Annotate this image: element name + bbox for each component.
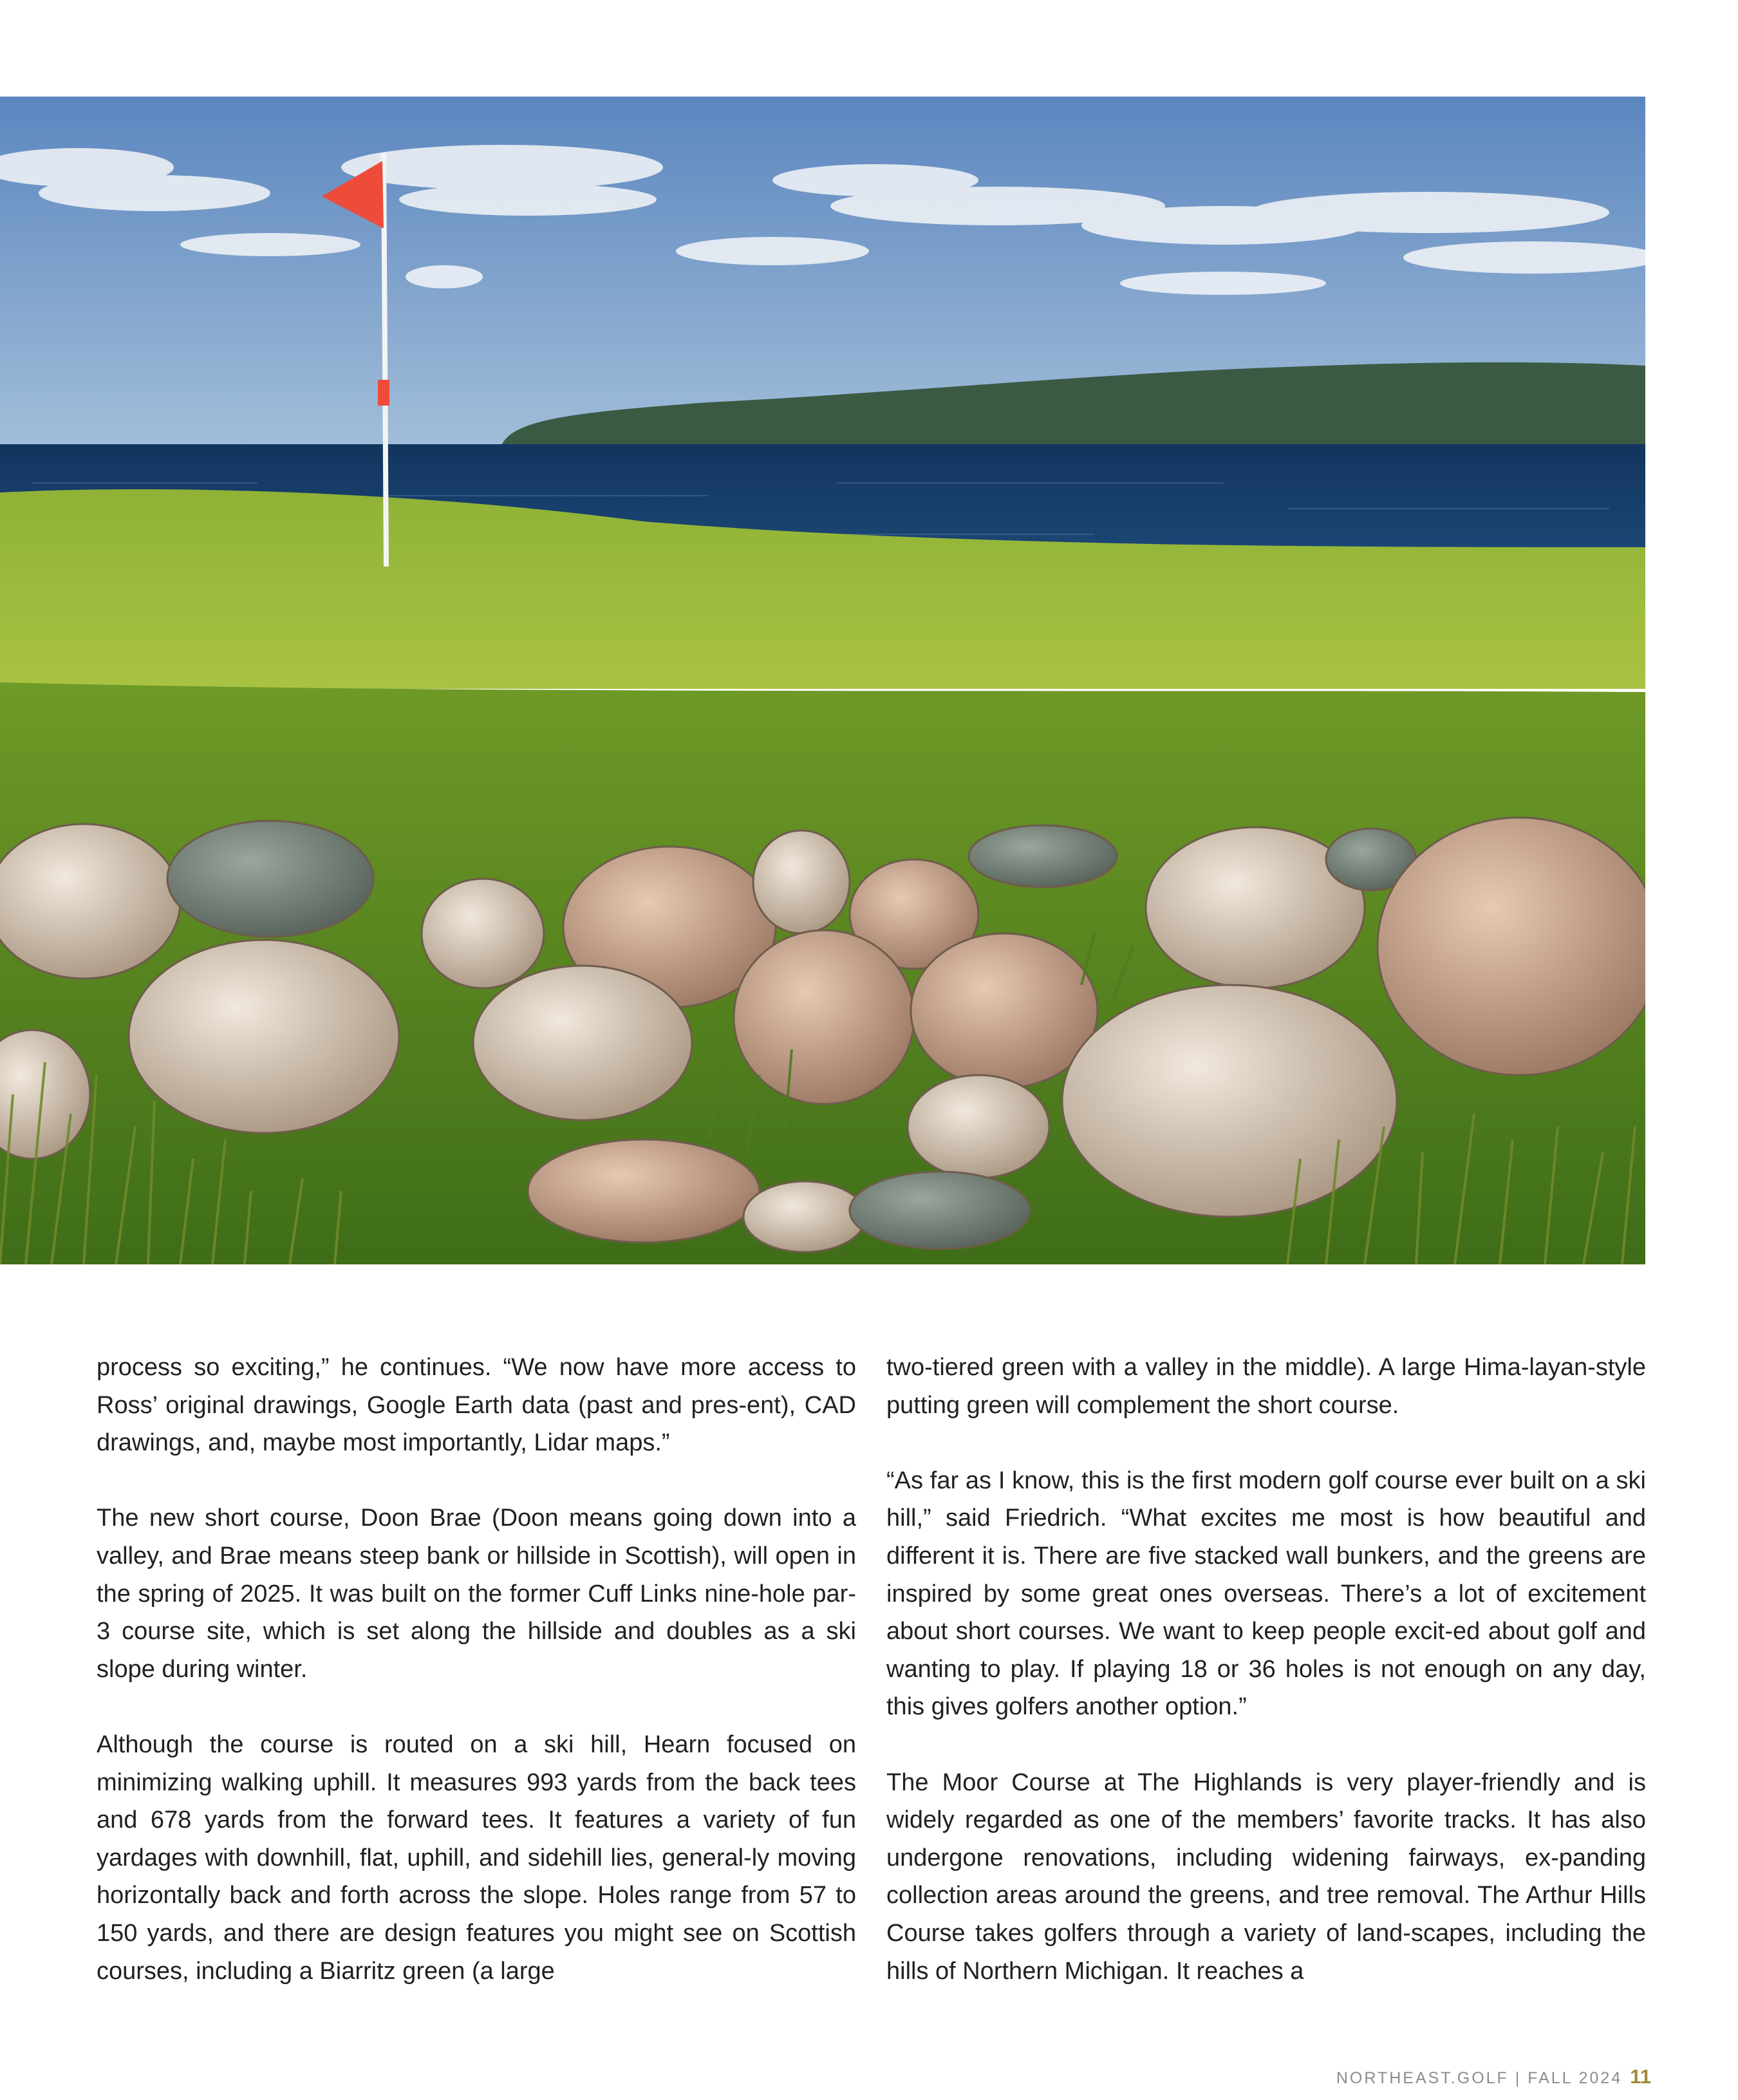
article-column-left xyxy=(97,1349,856,2028)
page-number: 11 xyxy=(1630,2065,1651,2088)
article-column-right xyxy=(886,1349,1646,2028)
paragraph: two-tiered green with a valley in the middle). A large Hima-layan-style putting green will complement the short course. xyxy=(886,1354,1646,1419)
page-footer xyxy=(1336,2065,1651,2088)
paragraph: The Moor Course at The Highlands is very player-friendly and is widely regarded as one of the members’ favorite tracks. It has also undergone renovations, including widening fairways, ex-panding collection areas around the greens, and tree removal. The Arthur Hills Course takes golfers through a variety of land-scapes, including the hills of Northern Michigan. It reaches a xyxy=(886,1768,1646,1985)
paragraph: “As far as I know, this is the first modern golf course ever built on a ski hill,” said Friedrich. “What excites me most is how beautiful and different it is. There are five stacked wall bunkers, and the greens are inspired by some great ones overseas. There’s a lot of excitement about short courses. We want to keep people excit-ed about golf and wanting to play. If playing 18 or 36 holes is not enough on any day, this gives golfers another option.” xyxy=(886,1467,1646,1721)
publication-name: NORTHEAST.GOLF | FALL 2024 xyxy=(1336,2069,1623,2087)
paragraph: process so exciting,” he continues. “We now have more access to Ross’ original drawings, Google Earth data (past and pres-ent), CAD drawings, and, maybe most importantly, Lidar maps.” xyxy=(97,1354,856,1457)
paragraph: The new short course, Doon Brae (Doon means going down into a valley, and Brae means steep bank or hillside in Scottish), will open in the spring of 2025. It was built on the former Cuff Links nine-hole par-3 course site, which is set along the hillside and doubles as a ski slope during winter. xyxy=(97,1505,856,1683)
golf-course-photo xyxy=(0,97,1645,1264)
paragraph: Although the course is routed on a ski hill, Hearn focused on minimizing walking uphill. It measures 993 yards from the back tees and 678 yards from the forward tees. It features a variety of fun yardages with downhill, flat, uphill, and sidehill lies, general-ly moving horizontally back and forth across the slope. Holes range from 57 to 150 yards, and there are design features you might see on Scottish courses, including a Biarritz green (a large xyxy=(97,1730,856,1985)
